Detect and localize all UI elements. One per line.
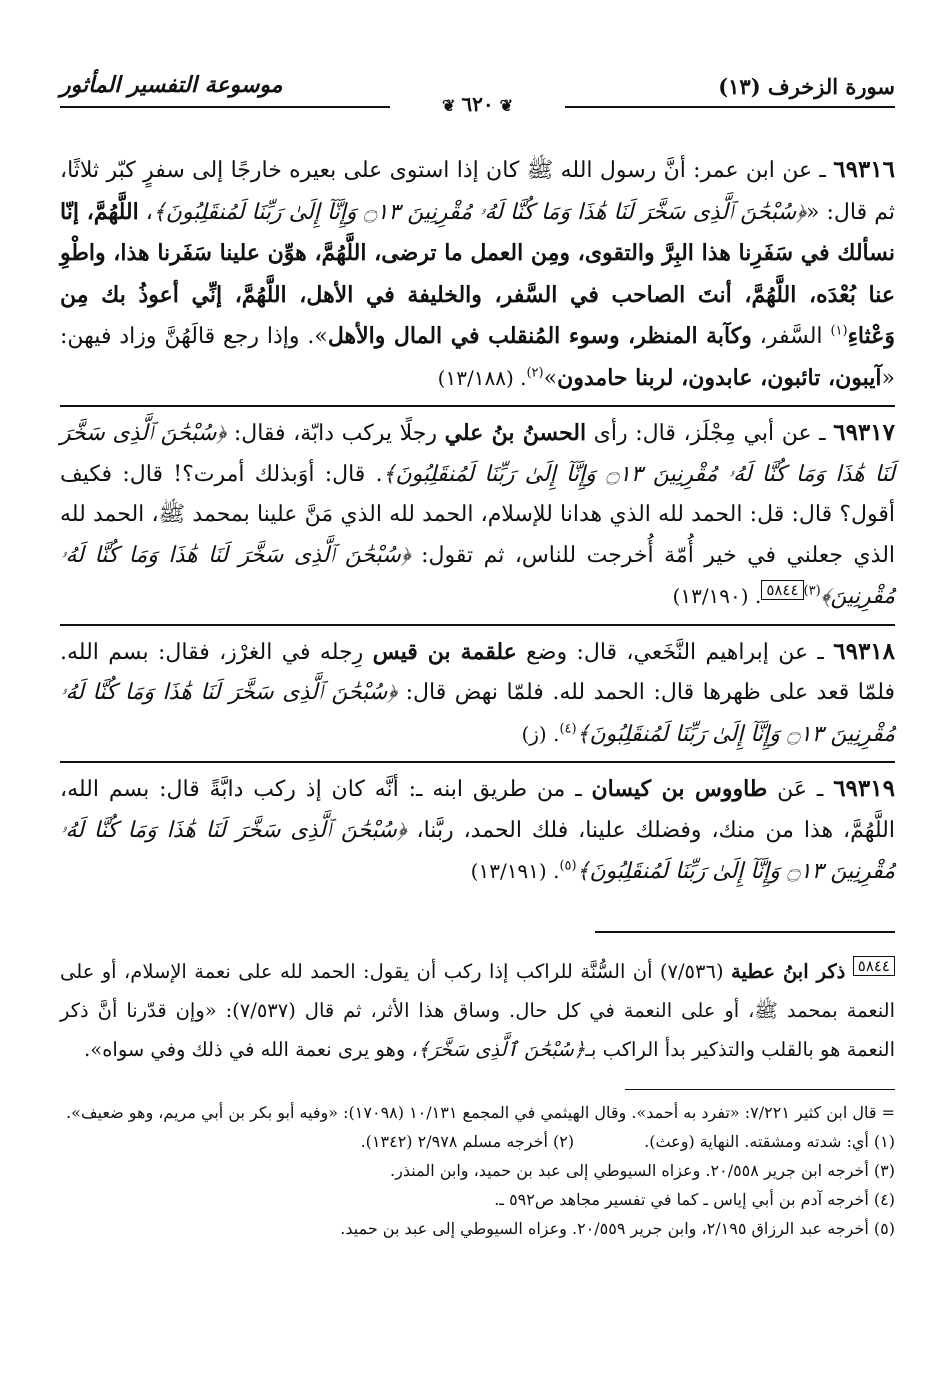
footnote-3: (٣) أخرجه ابن جرير ٢٠/٥٥٨. وعزاه السيوطي إلى عبد بن حميد، وابن المنذر.: [390, 1160, 895, 1180]
book-page: [60, 62, 895, 1243]
footnote-marker: (٤): [559, 721, 577, 737]
note-text: ، وهو يرى نعمة الله في ذلك وفي سواه».: [84, 1038, 418, 1061]
quran-verse: ﴿سُبْحَٰنَ ٱلَّذِى سَخَّرَ﴾: [417, 1038, 586, 1061]
entry-number: ٦٩٣١٩: [833, 775, 895, 802]
quran-verse: ﴿سُبْحَٰنَ ٱلَّذِى سَخَّرَ لَنَا هَٰذَا وَمَا كُنَّا لَهُۥ مُقْرِنِينَ ۝١٣ وَإِنَّآ إِلَىٰ رَبِّنَا لَمُنقَلِبُونَ﴾: [60, 421, 895, 487]
entry-69316: [60, 150, 895, 399]
entry-69319: [60, 769, 895, 893]
quran-verse: ﴿سُبْحَٰنَ ٱلَّذِى سَخَّرَ لَنَا هَٰذَا وَمَا كُنَّا لَهُۥ مُقْرِنِينَ ۝١٣ وَإِنَّآ إِلَىٰ رَبِّنَا لَمُنقَلِبُونَ﴾: [152, 199, 806, 225]
note-marker-box[interactable]: ٥٨٤٤: [761, 580, 803, 600]
hadith-bold-text: آيبون، تائبون، عابدون، لربنا حامدون: [557, 364, 882, 391]
note-bold-lead: ذكر ابنُ عطية: [730, 960, 846, 983]
entry-text: »: [543, 365, 558, 391]
footnote-row: [60, 1127, 895, 1156]
volume-reference: . (١٣/١٨٨): [437, 365, 527, 390]
entry-69317: [60, 413, 895, 618]
entry-text: ـ من طريق ابنه ـ: أنَّه كان إذ ركب دابَّةً قال: بسم الله، اللَّهُمَّ، هذا من منك، وفضلك علينا، فلك الحمد، ربَّنا،: [60, 777, 895, 843]
entry-separator: [60, 405, 895, 407]
volume-reference: . (١٣/١٩١): [470, 859, 560, 883]
entry-text: ـ عن أبي مِجْلَز، قال: رأى: [586, 421, 834, 446]
page-header: [60, 62, 895, 120]
entry-69318: [60, 632, 895, 756]
surah-title: سورة الزخرف (١٣): [718, 74, 895, 99]
entry-number: ٦٩٣١٦: [833, 156, 895, 183]
book-title: موسوعة التفسير المأثور: [60, 72, 283, 98]
editor-note: [60, 952, 895, 1069]
narrator-name: علقمة بن قيس: [372, 638, 517, 665]
entry-text: رجلًا يركب دابّة، فقال:: [226, 421, 445, 446]
entry-text: رِجله في الغرْز، فقال: بسم الله. فلمّا قعد على ظهرها قال: الحمد لله. فلمّا نهض قال:: [60, 639, 895, 705]
footnote-marker: (٢): [526, 365, 544, 381]
narrator-name: الحسنُ بنُ علي: [444, 420, 587, 446]
note-marker-box: ٥٨٤٤: [853, 956, 895, 976]
footnotes: [60, 1098, 895, 1243]
entry-separator: [60, 761, 895, 763]
note-rule: [595, 931, 895, 933]
page-number-row: [60, 92, 895, 116]
entry-text: ـ عَن: [767, 777, 834, 802]
ornament-icon: ❦: [499, 96, 514, 115]
page-number: ٦٢٠: [461, 92, 494, 116]
hadith-bold-text: وكآبة المنظر، وسوء المُنقلب في المال والأهل: [327, 323, 752, 349]
quran-verse: ﴿سُبْحَٰنَ ٱلَّذِى سَخَّرَ لَنَا هَٰذَا وَمَا كُنَّا لَهُۥ مُقْرِنِينَ﴾: [60, 542, 895, 609]
footnote-5: (٥) أخرجه عبد الرزاق ٢/١٩٥، وابن جرير ٢٠/٥٥٩. وعزاه السيوطي إلى عبد بن حميد.: [340, 1218, 895, 1238]
footnote-2: (٢) أخرجه مسلم ٢/٩٧٨ (١٣٤٢).: [360, 1131, 575, 1151]
narrator-name: طاووس بن كيسان: [591, 776, 768, 802]
footnote-marker: (٥): [559, 858, 577, 874]
footnote-4: (٤) أخرجه آدم بن أبي إياس ـ كما في تفسير مجاهد ص٥٩٢ ـ.: [494, 1189, 895, 1209]
footnote-continuation: = قال ابن كثير ٧/٢٢١: «تفرد به أحمد». وقال الهيثمي في المجمع ١٠/١٣١ (١٧٠٩٨): «وفيه أبو بكر بن أبي مريم، وهو ضعيف».: [66, 1102, 895, 1122]
volume-reference: . (١٣/١٩٠): [672, 584, 762, 608]
footnote-rule: [625, 1089, 895, 1090]
entry-number: ٦٩٣١٨: [833, 637, 896, 665]
footnote-marker: (٣): [803, 583, 821, 599]
entry-number: ٦٩٣١٧: [833, 419, 895, 446]
entry-text: السَّفر،: [751, 324, 831, 349]
quran-verse: ﴿سُبْحَٰنَ ٱلَّذِى سَخَّرَ لَنَا هَٰذَا وَمَا كُنَّا لَهُۥ مُقْرِنِينَ ۝١٣ وَإِنَّآ إِلَىٰ رَبِّنَا لَمُنقَلِبُونَ﴾: [60, 680, 895, 747]
entry-text: ـ عن ابن عمر: أنَّ رسول الله ﷺ كان إذا استوى على بعيره خارجًا إلى سفرٍ كبّر ثلاثًا، ثم قال: «: [60, 158, 895, 225]
entry-text: ،: [138, 199, 153, 225]
volume-reference: . (ز): [521, 721, 560, 746]
entry-text: ـ عن إبراهيم النَّخَعي، قال: وضع: [516, 639, 834, 665]
entry-separator: [60, 624, 895, 626]
entry-text: . قال: أوَبذلك أمرت؟! قال: فكيف أقول؟ قال: قل: الحمد لله الذي هدانا للإسلام، الحمد لله الذي مَنَّ علينا بمحمد ﷺ، الحمد لله الذي جعلني في خير أُمّة أُخرجت للناس، ثم تقول:: [60, 461, 896, 568]
ornament-icon: ❦: [441, 96, 456, 115]
entry-text: ». وإذا رجع قالَهُنَّ وزاد فيهن: «: [60, 324, 895, 391]
main-text: [60, 150, 895, 1243]
quran-verse: ﴿سُبْحَٰنَ ٱلَّذِى سَخَّرَ لَنَا هَٰذَا وَمَا كُنَّا لَهُۥ مُقْرِنِينَ ۝١٣ وَإِنَّآ إِلَىٰ رَبِّنَا لَمُنقَلِبُونَ﴾: [60, 817, 895, 884]
note-text: (٧/٥٣٦) أن السُّنَّة للراكب إذا ركب أن يقول: الحمد لله على نعمة الإسلام، أو على النعمة بمحمد ﷺ، أو على النعمة في كل حال. وساق هذا الأثر، ثم قال (٧/٥٣٧): «وإن قدّرنا أنَّ ذكر النعمة هو بالقلب والتذكير بدأ الراكب بـ: [60, 960, 895, 1061]
hadith-bold-text: اللَّهُمَّ، إنّا نسألك في سَفَرِنا هذا البِرَّ والتقوى، ومِن العمل ما ترضى، اللَّهُمَّ، هوِّن علينا سَفَرنا هذا، واطْوِ عنا بُعْدَه، اللَّهُمَّ، أنتَ الصاحب في السَّفر، والخليفة في الأهل، اللَّهُمَّ، إنِّي أعوذُ بك مِن وَعْثاءِ: [60, 198, 896, 349]
footnote-marker: (١): [830, 323, 848, 339]
footnote-1: (١) أي: شدته ومشقته. النهاية (وعث).: [644, 1131, 895, 1151]
